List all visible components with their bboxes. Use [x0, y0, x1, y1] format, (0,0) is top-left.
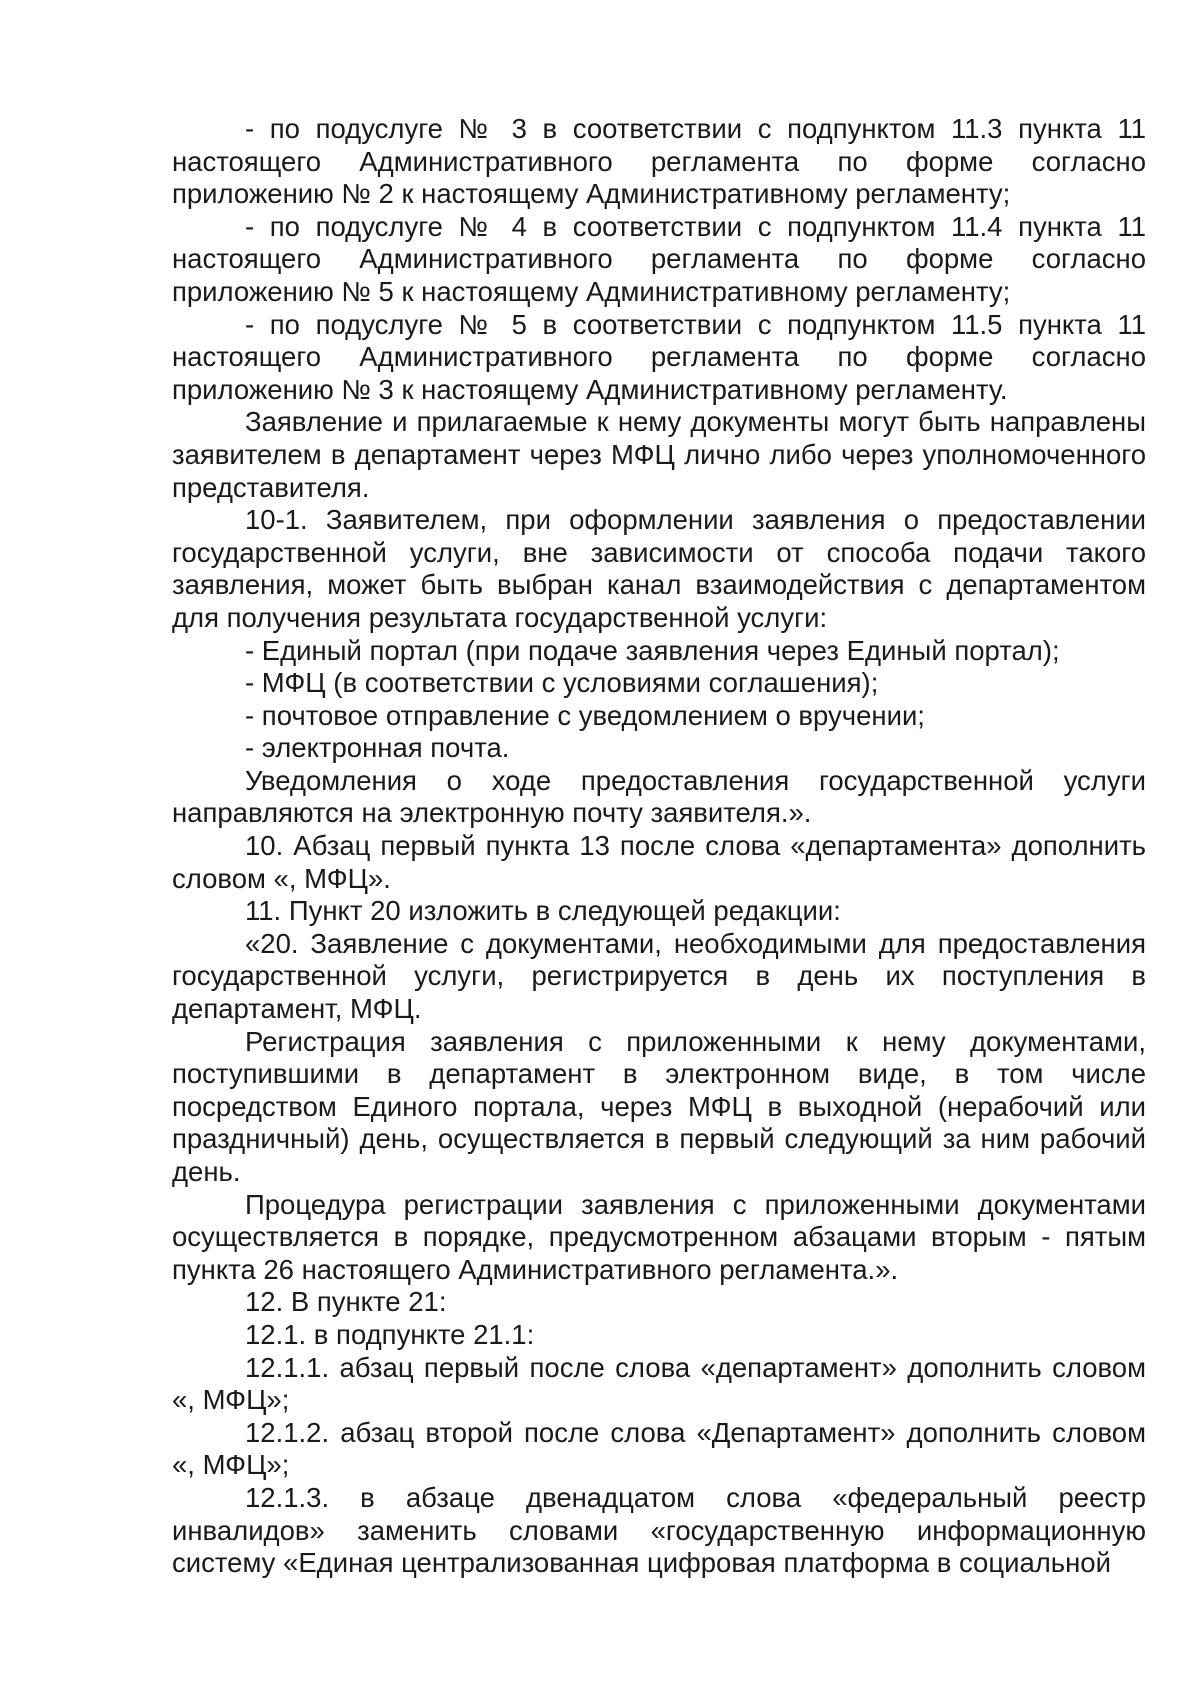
- list-item-unified-portal: - Единый портал (при подаче заявления через Единый портал);: [245, 634, 1060, 666]
- list-item-postal: - почтовое отправление с уведомлением о вручении;: [245, 699, 925, 731]
- paragraph-item-12: 12. В пункте 21:: [245, 1286, 447, 1318]
- paragraph-application-submission: Заявление и прилагаемые к нему документы могут быть направлены заявителем в департамент через МФЦ лично либо через уполномоченного представителя.: [172, 406, 1146, 503]
- paragraph-subservice-5: - по подуслуге № 5 в соответствии с подпунктом 11.5 пункта 11 настоящего Административного регламента по форме согласно приложению № 3 к настоящему Административному регламенту.: [172, 308, 1146, 405]
- paragraph-registration-procedure: Процедура регистрации заявления с приложенными документами осуществляется в порядке, предусмотренном абзацами вторым - пятым пункта 26 настоящего Административного регламента.».: [172, 1188, 1146, 1285]
- paragraph-item-12-1-1: 12.1.1. абзац первый после слова «департамент» дополнить словом «, МФЦ»;: [172, 1351, 1146, 1416]
- list-item-email: - электронная почта.: [245, 732, 510, 764]
- paragraph-item-12-1: 12.1. в подпункте 21.1:: [245, 1318, 535, 1350]
- paragraph-item-12-1-3: 12.1.3. в абзаце двенадцатом слова «федеральный реестр инвалидов» заменить словами «государственную информационную систему «Единая централизованная цифровая платформа в социальной: [172, 1481, 1146, 1579]
- paragraph-item-11: 11. Пункт 20 изложить в следующей редакции:: [245, 895, 841, 927]
- paragraph-subservice-3: - по подуслуге № 3 в соответствии с подпунктом 11.3 пункта 11 настоящего Административного регламента по форме согласно приложению № 2 к настоящему Административному регламенту;: [172, 113, 1146, 210]
- document-page: [172, 113, 1146, 1580]
- paragraph-point-20: «20. Заявление с документами, необходимыми для предоставления государственной услуги, регистрируется в день их поступления в департамент, МФЦ.: [172, 927, 1146, 1025]
- paragraph-item-12-1-2: 12.1.2. абзац второй после слова «Департамент» дополнить словом «, МФЦ»;: [172, 1416, 1146, 1481]
- paragraph-notifications: Уведомления о ходе предоставления государственной услуги направляются на электронную почту заявителя.».: [172, 764, 1146, 829]
- paragraph-item-10: 10. Абзац первый пункта 13 после слова «департамента» дополнить словом «, МФЦ».: [172, 830, 1146, 894]
- list-item-mfc: - МФЦ (в соответствии с условиями соглашения);: [245, 667, 879, 699]
- paragraph-subservice-4: - по подуслуге № 4 в соответствии с подпунктом 11.4 пункта 11 настоящего Административного регламента по форме согласно приложению № 5 к настоящему Административному регламенту;: [172, 210, 1146, 307]
- paragraph-10-1: 10-1. Заявителем, при оформлении заявления о предоставлении государственной услуги, вне зависимости от способа подачи такого заявления, может быть выбран канал взаимодействия с департаментом для получения результата государственной услуги:: [172, 504, 1146, 633]
- paragraph-registration: Регистрация заявления с приложенными к нему документами, поступившими в департамент в электронном виде, в том числе посредством Единого портала, через МФЦ в выходной (нерабочий или праздничный) день, осуществляется в первый следующий за ним рабочий день.: [172, 1025, 1146, 1187]
